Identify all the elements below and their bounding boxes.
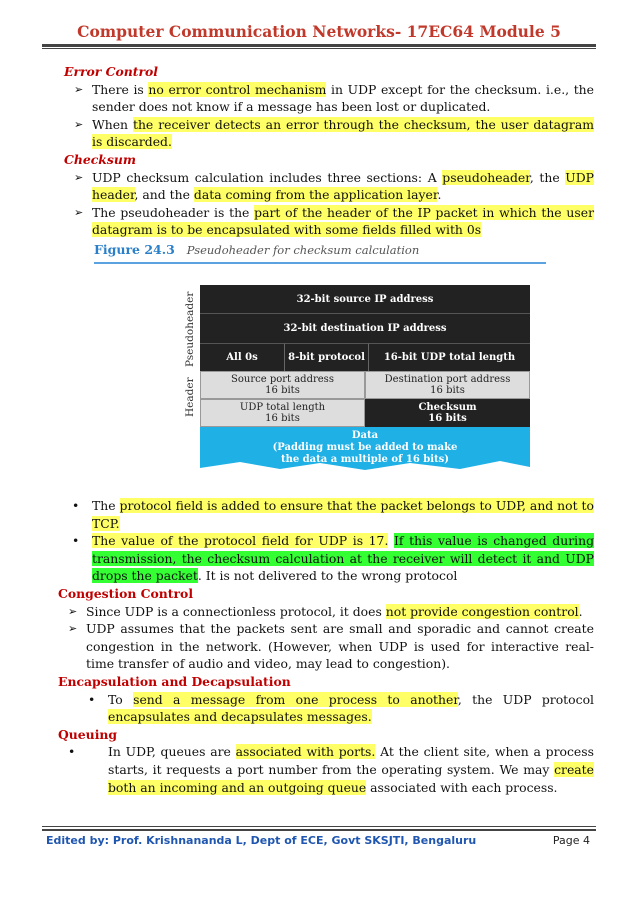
checksum-cell: Checksum 16 bits	[365, 399, 530, 427]
bullet-icon: •	[72, 533, 80, 549]
bullet-icon: •	[88, 691, 96, 707]
footer-credit: Edited by: Prof. Krishnananda L, Dept of ECE, Govt SKSJTI, Bengaluru	[46, 834, 477, 847]
udp-total-length-cell: UDP total length 16 bits	[200, 399, 365, 427]
header-rule-thin	[42, 48, 596, 49]
list-item: • The value of the protocol field for UDP is 17. If this value is changed during transmission, the checksum calculation at the receiver will detect it and UDP drops the packet. It is not delivered to the wrong protocol	[72, 533, 595, 584]
bullet-icon: •	[72, 498, 80, 513]
figure-caption: Pseudoheader for checksum calculation	[186, 242, 420, 257]
bullet-icon: •	[68, 744, 76, 760]
row-length-checksum	[200, 399, 530, 427]
section-title-checksum: Checksum	[64, 151, 136, 167]
arrow-bullet-icon: ➢	[74, 117, 84, 131]
arrow-bullet-icon: ➢	[68, 604, 78, 618]
page-number: Page 4	[552, 834, 590, 847]
row-source-ip	[200, 285, 530, 313]
list-item: • The protocol field is added to ensure that the packet belongs to UDP, and not to TCP.	[72, 498, 594, 531]
list-item: ➢ When the receiver detects an error through the checksum, the user datagram is discarded.	[74, 116, 594, 150]
section-title-encapsulation: Encapsulation and Decapsulation	[58, 673, 291, 689]
row-destination-ip	[200, 313, 530, 343]
arrow-bullet-icon: ➢	[68, 622, 78, 636]
pseudoheader-figure	[180, 285, 530, 473]
page-content	[64, 63, 594, 266]
arrow-bullet-icon: ➢	[74, 205, 84, 219]
page-header: Computer Communication Networks- 17EC64 Module 5	[77, 22, 561, 41]
source-port-cell: Source port address 16 bits	[200, 371, 365, 399]
list-item: ➢ The pseudoheader is the part of the header of the IP packet in which the user datagram is to be encapsulated with some fields filled with 0s	[74, 204, 595, 238]
list-item: ➢ UDP checksum calculation includes three sections: A pseudoheader, the UDP header, and the data coming from the application layer.	[74, 169, 595, 203]
destination-port-cell: Destination port address 16 bits	[365, 371, 530, 399]
row-zeros-protocol-length	[200, 343, 530, 371]
list-item: ➢ UDP assumes that the packets sent are small and sporadic and cannot create congestion in the network. (However, when UDP is used for interactive real-time transfer of audio and video, may lead to congestion).	[68, 621, 594, 672]
footer-rule	[42, 829, 596, 831]
section-title-congestion: Congestion Control	[58, 585, 194, 601]
section-title-error-control: Error Control	[64, 64, 158, 79]
label-header: Header	[184, 377, 196, 417]
all-zeros-cell: All 0s	[200, 343, 284, 371]
data-label: Data (Padding must be added to make the data a multiple of 16 bits)	[272, 430, 458, 465]
figure-rule	[94, 262, 546, 264]
source-ip-cell: 32-bit source IP address	[200, 285, 530, 313]
section-title-queuing: Queuing	[58, 726, 118, 742]
figure-number: Figure 24.3	[94, 241, 175, 257]
figure-title	[94, 241, 594, 260]
list-item: • To send a message from one process to another, the UDP protocol encapsulates and decapsulates messages.	[88, 691, 594, 725]
list-item: ➢ Since UDP is a connectionless protocol, it does not provide congestion control.	[68, 603, 583, 619]
header-rule	[42, 44, 596, 47]
list-item: • In UDP, queues are associated with ports. At the client site, when a process starts, it requests a port number from the operating system. We may create both an incoming and an outgoing queue associated with each process.	[68, 744, 594, 795]
footer-rule-thin	[42, 826, 596, 827]
protocol-cell: 8-bit protocol	[284, 343, 368, 371]
label-pseudoheader: Pseudoheader	[184, 291, 196, 367]
list-item: ➢ There is no error control mechanism in UDP except for the checksum. i.e., the sender does not know if a message has been lost or duplicated.	[74, 81, 594, 115]
arrow-bullet-icon: ➢	[74, 170, 84, 184]
udp-length-cell: 16-bit UDP total length	[368, 343, 530, 371]
row-ports	[200, 371, 530, 399]
page-content-lower	[58, 497, 595, 796]
arrow-bullet-icon: ➢	[74, 82, 84, 96]
destination-ip-cell: 32-bit destination IP address	[200, 313, 530, 343]
